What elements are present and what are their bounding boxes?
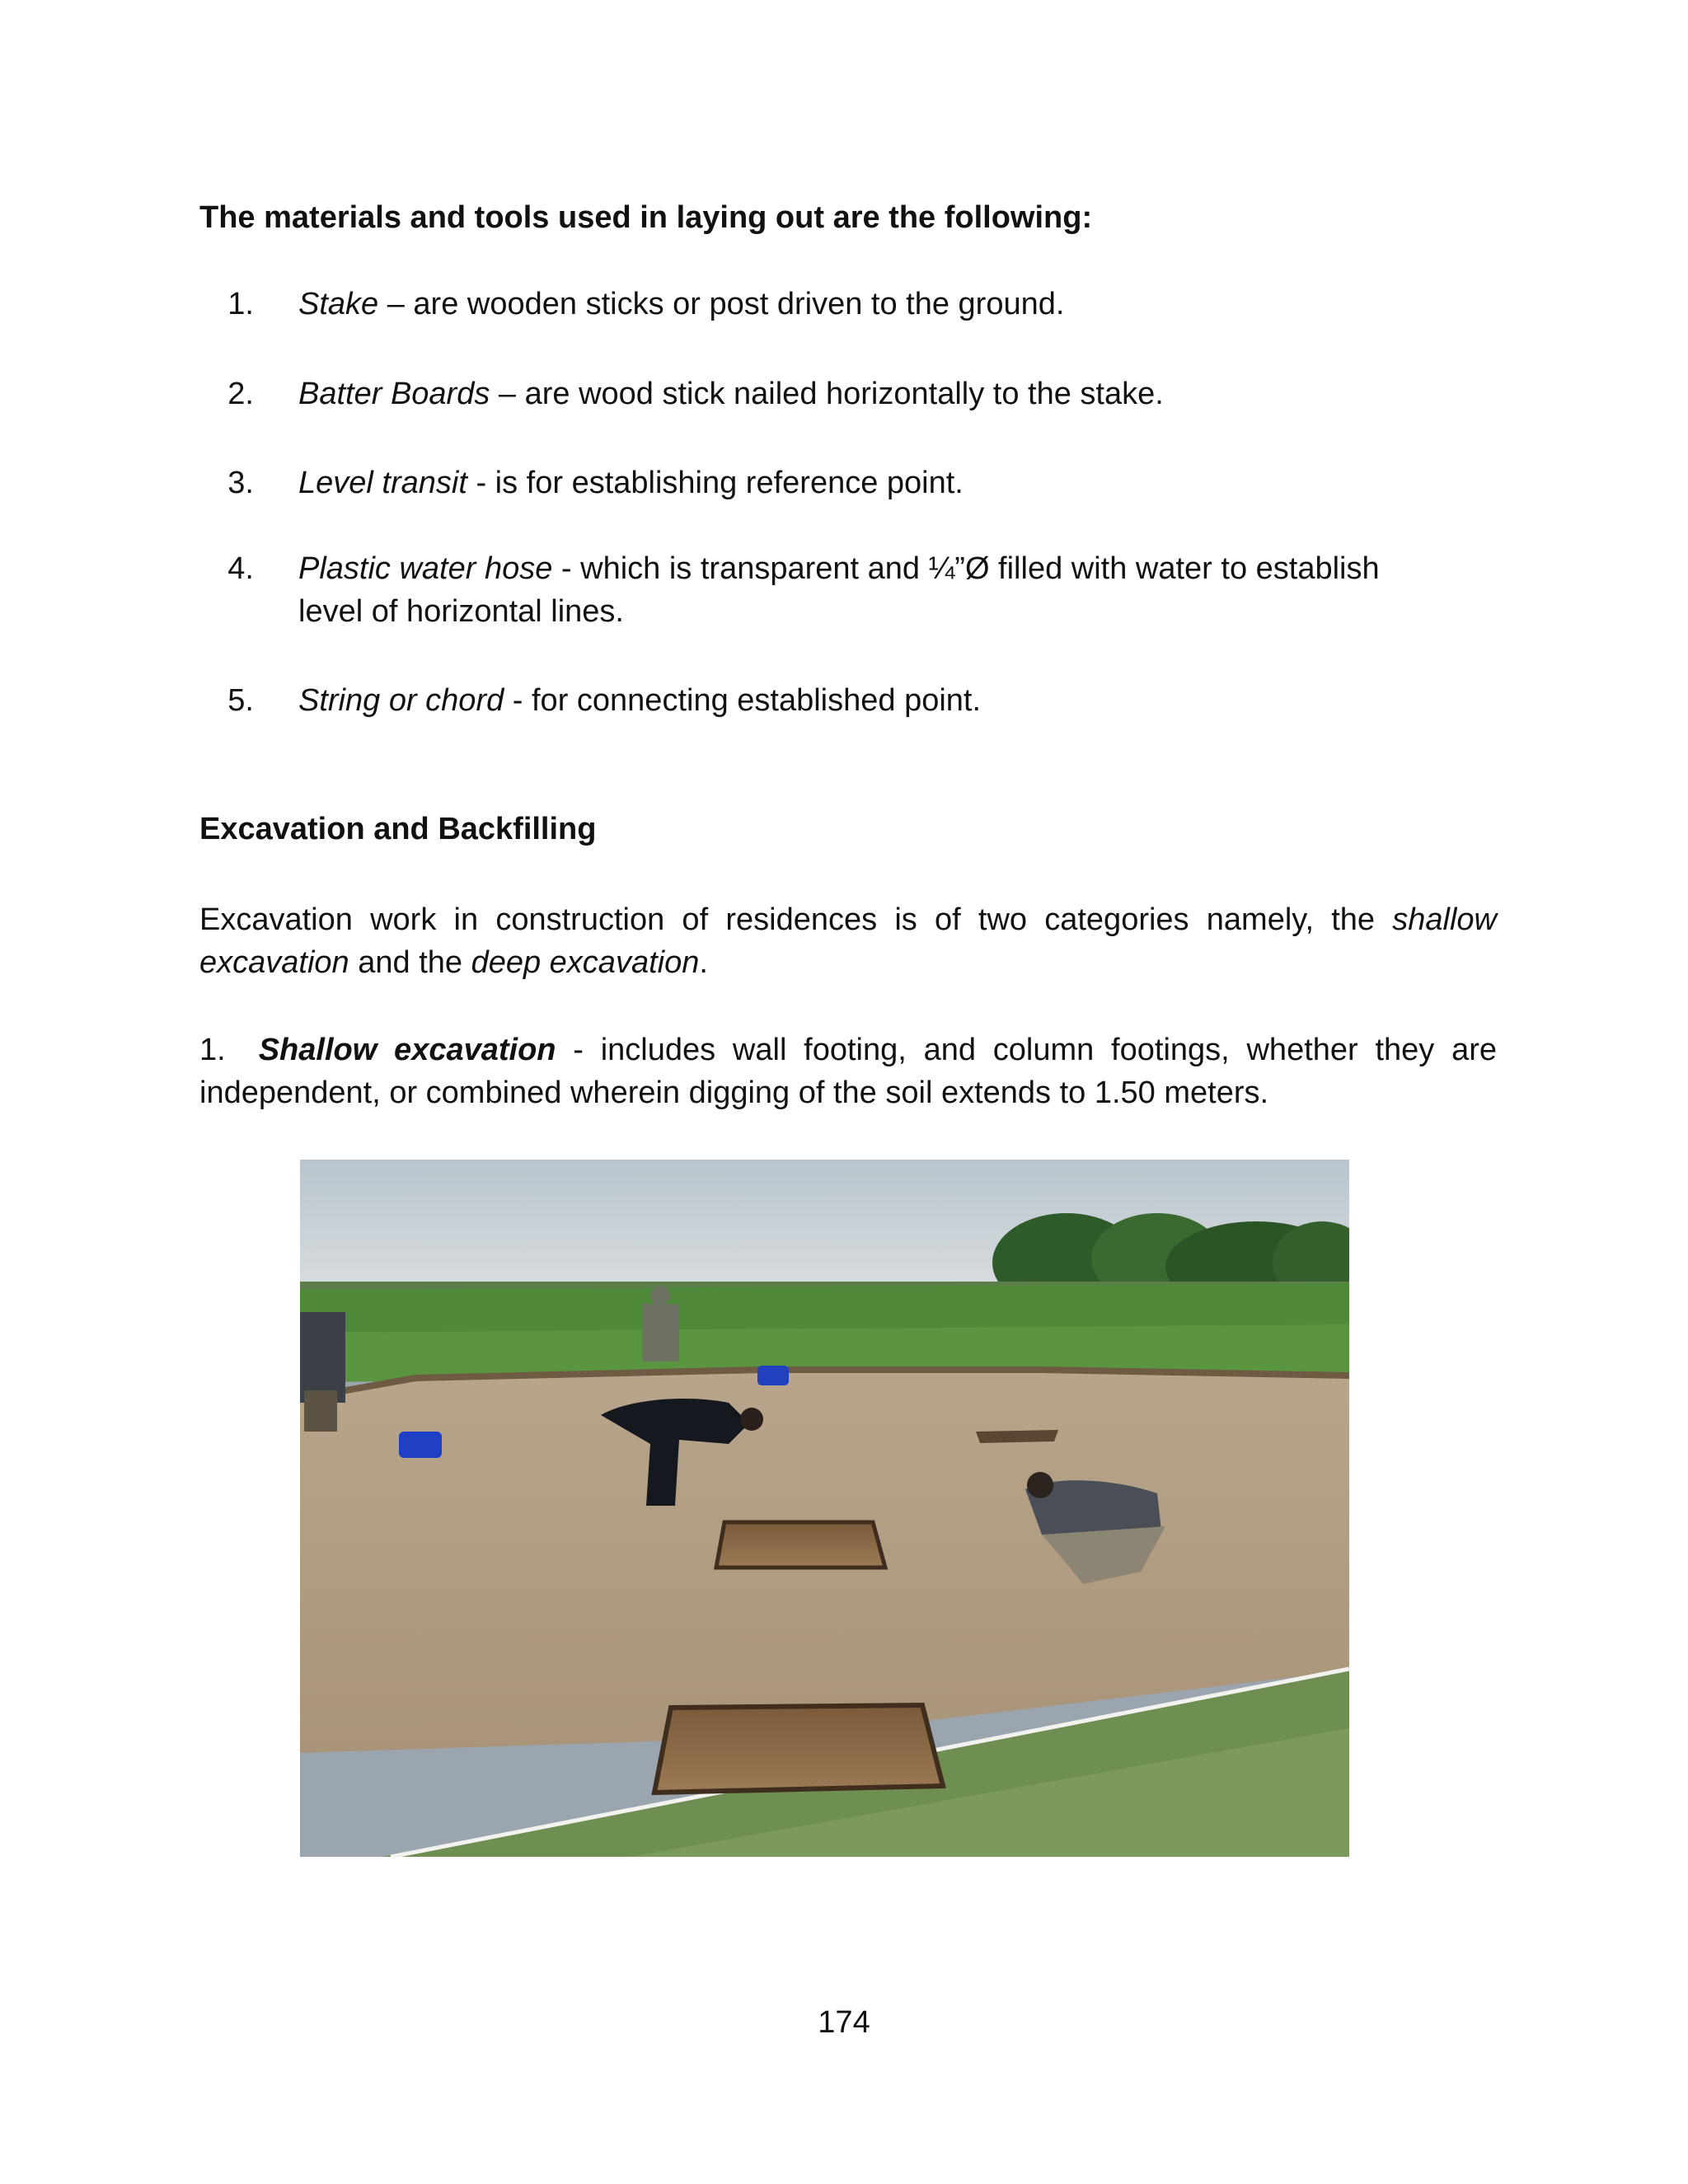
shallow-desc: - includes wall footing, and column footings, whether they are independent, or combined wherein digging of the soil extends to 1.50 meters. <box>199 1033 1497 1110</box>
shallow-excavation-paragraph <box>199 1029 1497 1114</box>
list-text <box>298 373 1164 415</box>
list-number: 4. <box>227 551 254 586</box>
list-text <box>298 283 1064 326</box>
list-text <box>298 679 981 722</box>
list-term: String or chord <box>298 683 504 718</box>
list-number: 3. <box>227 466 254 500</box>
list-term: Level transit <box>298 466 467 500</box>
list-number: 2. <box>227 377 254 411</box>
excavation-intro-paragraph <box>199 898 1497 984</box>
shallow-term: Shallow excavation <box>258 1033 556 1067</box>
intro-term-shallow: shallow excavation <box>199 902 1497 980</box>
list-term: Plastic water hose <box>298 551 553 586</box>
excavation-heading: Excavation and Backfilling <box>199 812 597 846</box>
list-desc: – are wood stick nailed horizontally to the stake. <box>490 377 1164 411</box>
page-number: 174 <box>818 2005 870 2040</box>
intro-text: and the <box>349 945 471 980</box>
list-text-continued: level of horizontal lines. <box>298 594 624 629</box>
materials-heading: The materials and tools used in laying out are the following: <box>199 200 1093 235</box>
list-number: 5. <box>227 683 254 718</box>
list-desc: - is for establishing reference point. <box>467 466 964 500</box>
list-text <box>298 547 1380 590</box>
list-desc: – are wooden sticks or post driven to the ground. <box>378 287 1065 321</box>
intro-text: . <box>699 945 708 980</box>
list-desc: - which is transparent and ¼”Ø filled with water to establish <box>552 551 1380 586</box>
excavation-site-photo <box>300 1160 1349 1857</box>
list-term: Batter Boards <box>298 377 490 411</box>
list-desc: - for connecting established point. <box>504 683 982 718</box>
shallow-number: 1. <box>199 1033 226 1067</box>
intro-text: Excavation work in construction of residences is of two categories namely, the <box>199 902 1393 937</box>
list-text <box>298 462 964 504</box>
list-number: 1. <box>227 287 254 321</box>
list-term: Stake <box>298 287 379 321</box>
intro-term-deep: deep excavation <box>471 945 700 980</box>
